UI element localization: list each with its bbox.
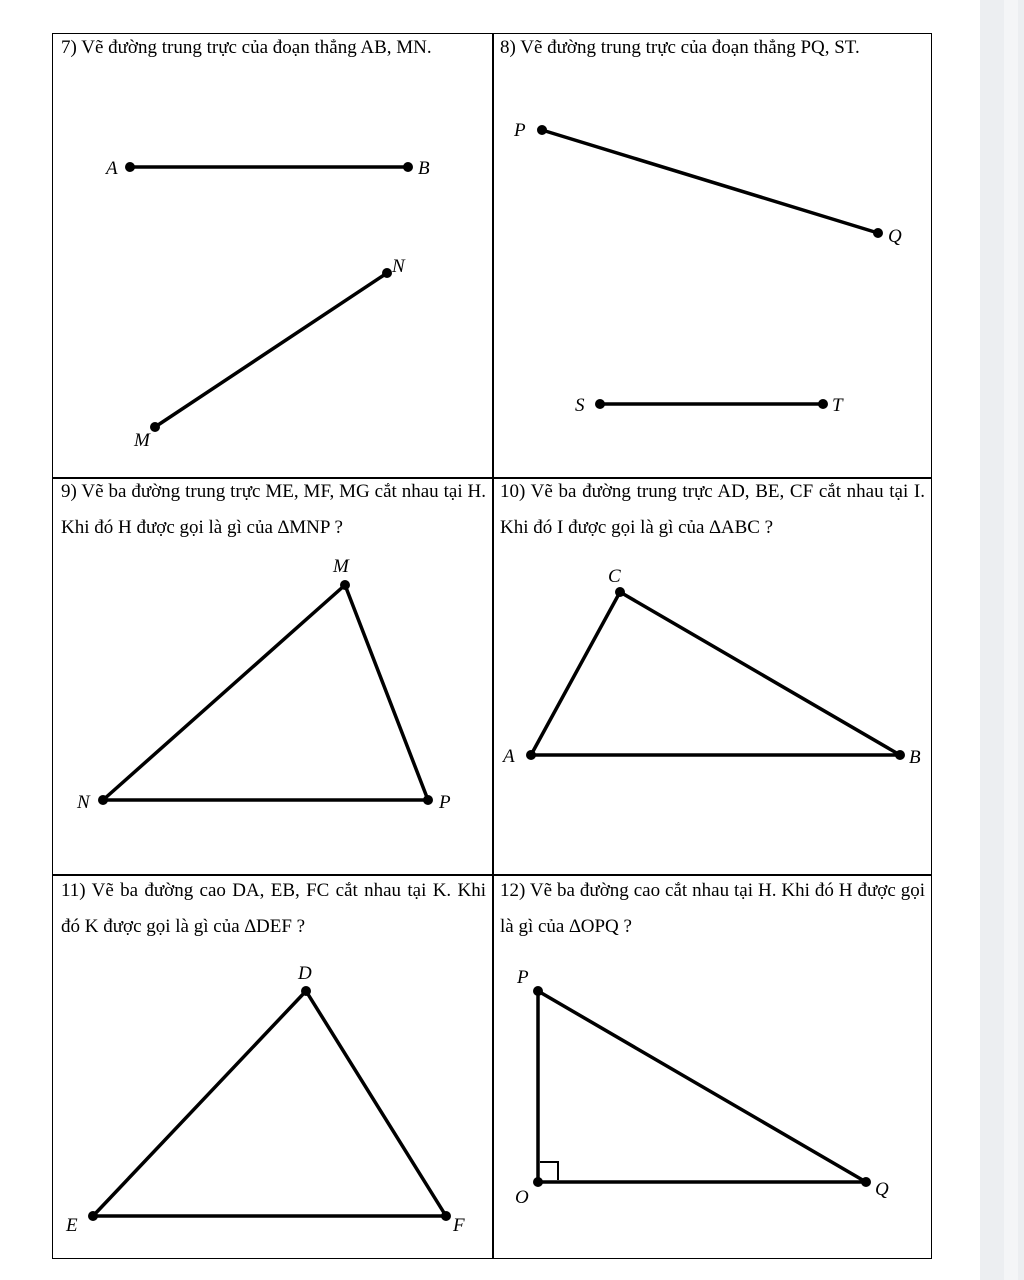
label-s: S bbox=[575, 395, 585, 416]
point-a bbox=[125, 162, 135, 172]
label-q: Q bbox=[875, 1179, 889, 1200]
label-p: P bbox=[514, 120, 526, 141]
point-q bbox=[861, 1177, 871, 1187]
label-b: B bbox=[418, 158, 430, 179]
point-m bbox=[340, 580, 350, 590]
label-o: O bbox=[515, 1187, 529, 1208]
point-f bbox=[441, 1211, 451, 1221]
triangle-opq bbox=[538, 991, 866, 1182]
label-q: Q bbox=[888, 226, 902, 247]
problem-8-text: 8) Vẽ đường trung trực của đoạn thẳng PQ, ST. bbox=[500, 37, 860, 58]
point-s bbox=[595, 399, 605, 409]
point-o bbox=[533, 1177, 543, 1187]
triangle-abc bbox=[531, 592, 900, 755]
point-b bbox=[403, 162, 413, 172]
point-t bbox=[818, 399, 828, 409]
point-c bbox=[615, 587, 625, 597]
point-b bbox=[895, 750, 905, 760]
triangle-def bbox=[93, 991, 446, 1216]
label-n: N bbox=[392, 256, 405, 277]
label-c: C bbox=[608, 566, 621, 587]
label-m: M bbox=[333, 556, 349, 577]
label-e: E bbox=[66, 1215, 78, 1236]
point-m bbox=[150, 422, 160, 432]
label-b: B bbox=[909, 747, 921, 768]
label-m: M bbox=[134, 430, 150, 451]
problem-9-text: 9) Vẽ ba đường trung trực ME, MF, MG cắt nhau tại H. Khi đó H được gọi là gì của ∆MNP ? bbox=[61, 481, 486, 538]
label-t: T bbox=[832, 395, 843, 416]
right-angle-mark bbox=[540, 1162, 558, 1180]
triangle-mnp bbox=[103, 585, 428, 800]
label-f: F bbox=[453, 1215, 465, 1236]
problem-11-text: 11) Vẽ ba đường cao DA, EB, FC cắt nhau tại K. Khi đó K được gọi là gì của ∆DEF ? bbox=[61, 880, 486, 937]
scrollbar-thumb[interactable] bbox=[1004, 0, 1018, 1280]
label-a: A bbox=[106, 158, 118, 179]
point-a bbox=[526, 750, 536, 760]
label-d: D bbox=[298, 963, 312, 984]
problem-7-text: 7) Vẽ đường trung trực của đoạn thẳng AB, MN. bbox=[61, 37, 432, 58]
point-p bbox=[533, 986, 543, 996]
point-p bbox=[423, 795, 433, 805]
point-n bbox=[382, 268, 392, 278]
point-e bbox=[88, 1211, 98, 1221]
label-p: P bbox=[439, 792, 451, 813]
point-d bbox=[301, 986, 311, 996]
point-q bbox=[873, 228, 883, 238]
segment-mn bbox=[155, 273, 387, 427]
label-p: P bbox=[517, 967, 529, 988]
label-n: N bbox=[77, 792, 90, 813]
point-n bbox=[98, 795, 108, 805]
problem-12-text: 12) Vẽ ba đường cao cắt nhau tại H. Khi đó H được gọi là gì của ∆OPQ ? bbox=[500, 880, 925, 937]
problem-10-text: 10) Vẽ ba đường trung trực AD, BE, CF cắt nhau tại I. Khi đó I được gọi là gì của ∆ABC ? bbox=[500, 481, 925, 538]
point-p bbox=[537, 125, 547, 135]
label-a: A bbox=[503, 746, 515, 767]
segment-pq bbox=[542, 130, 878, 233]
